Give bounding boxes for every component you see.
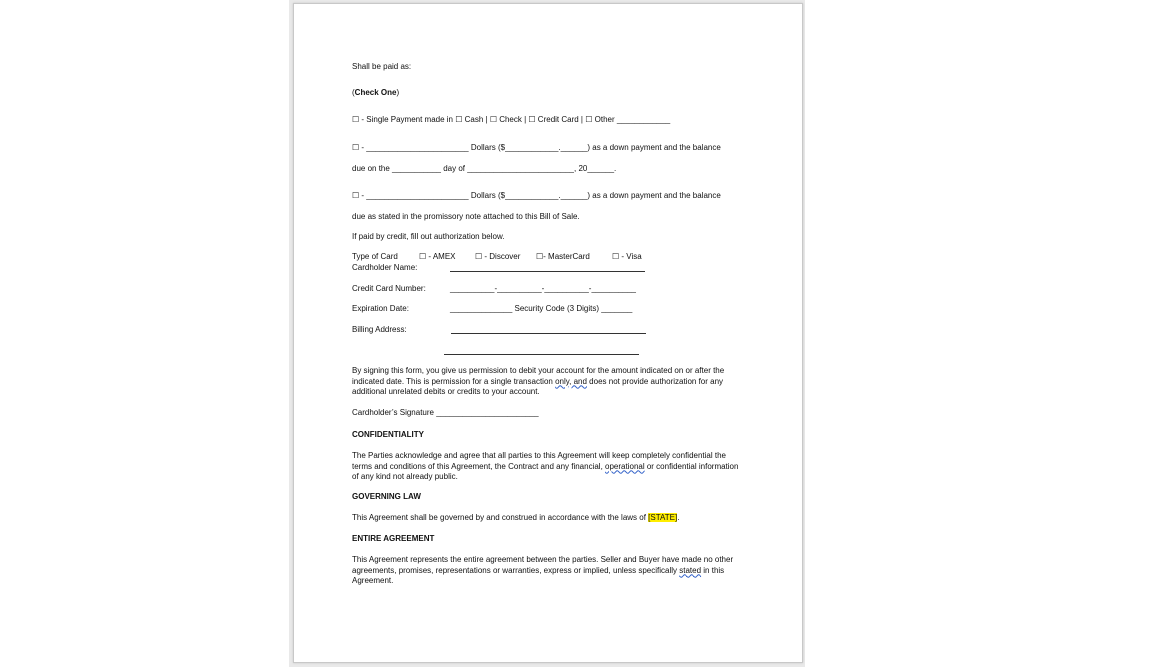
auth-text-flagged: only, and — [555, 376, 587, 386]
paren-close: ) — [396, 88, 400, 97]
installment-option-2-due: due as stated in the promissory note attached to this Bill of Sale. — [352, 212, 580, 221]
installment-option-2[interactable]: ☐ - _______________________ Dollars ($____________.______) as a down payment and the balance — [352, 191, 721, 200]
check-one-line — [352, 88, 399, 99]
cardholder-name-field[interactable] — [450, 271, 645, 272]
check-one-label: Check One — [354, 88, 397, 97]
cardholder-name-label: Cardholder Name: — [352, 263, 418, 272]
billing-address-field-2[interactable] — [444, 354, 639, 355]
entire-agreement-heading: ENTIRE AGREEMENT — [352, 534, 435, 543]
governing-law-heading: GOVERNING LAW — [352, 492, 421, 501]
billing-address-label: Billing Address: — [352, 325, 407, 334]
authorization-paragraph — [352, 366, 744, 398]
card-type-discover[interactable]: ☐ - Discover — [475, 252, 521, 261]
auth-text-end: does not provide authorization for any additional unrelated debits or credits to your account. — [352, 376, 724, 396]
gov-text-start: This Agreement shall be governed by and construed in accordance with the laws of — [352, 513, 649, 522]
gov-text-end: . — [677, 513, 680, 522]
confidentiality-heading: CONFIDENTIALITY — [352, 430, 424, 439]
confidentiality-paragraph — [352, 451, 744, 483]
entire-text-end: in this Agreement. — [352, 565, 725, 585]
card-number-label: Credit Card Number: — [352, 284, 426, 293]
installment-option-1-due: due on the ___________ day of ________________________, 20______. — [352, 164, 617, 173]
cardholder-signature-line[interactable]: Cardholder’s Signature _______________________ — [352, 408, 539, 417]
card-number-field[interactable]: __________-__________-__________-__________ — [450, 284, 636, 293]
conf-text-start: The Parties acknowledge and agree that all parties to this Agreement will keep completely confidential the terms and conditions of this Agreement, the Contract and any financial, — [352, 451, 726, 471]
auth-text-start: By signing this form, you give us permission to debit your account for the amount indicated on or after the indicated date. This is permission for a single transaction — [352, 366, 725, 386]
paren-open: ( — [352, 88, 355, 97]
paid-as-text: Shall be paid as: — [352, 62, 412, 71]
expiration-label: Expiration Date: — [352, 304, 409, 313]
entire-agreement-paragraph — [352, 555, 744, 587]
billing-address-field-1[interactable] — [451, 333, 646, 334]
card-type-amex[interactable]: ☐ - AMEX — [419, 252, 456, 261]
entire-text-start: This Agreement represents the entire agreement between the parties. Seller and Buyer have made no other agreements, promises, representations or warranties, express or implied, unless specifically — [352, 555, 734, 575]
card-type-label: Type of Card — [352, 252, 398, 261]
credit-intro-text: If paid by credit, fill out authorization below. — [352, 232, 505, 241]
conf-text-end: or confidential information of any kind not already public. — [352, 461, 739, 481]
expiration-security-field[interactable]: ______________ Security Code (3 Digits) _______ — [450, 304, 633, 313]
card-type-visa[interactable]: ☐ - Visa — [612, 252, 642, 261]
state-placeholder[interactable]: [STATE] — [648, 513, 678, 522]
single-payment-option[interactable]: ☐ - Single Payment made in ☐ Cash | ☐ Check | ☐ Credit Card | ☐ Other ____________ — [352, 115, 671, 124]
governing-law-paragraph — [352, 513, 679, 524]
conf-text-flagged: operational — [605, 461, 645, 471]
installment-option-1[interactable]: ☐ - _______________________ Dollars ($____________.______) as a down payment and the balance — [352, 143, 721, 152]
entire-text-flagged: stated — [679, 565, 702, 575]
card-type-mastercard[interactable]: ☐- MasterCard — [536, 252, 590, 261]
